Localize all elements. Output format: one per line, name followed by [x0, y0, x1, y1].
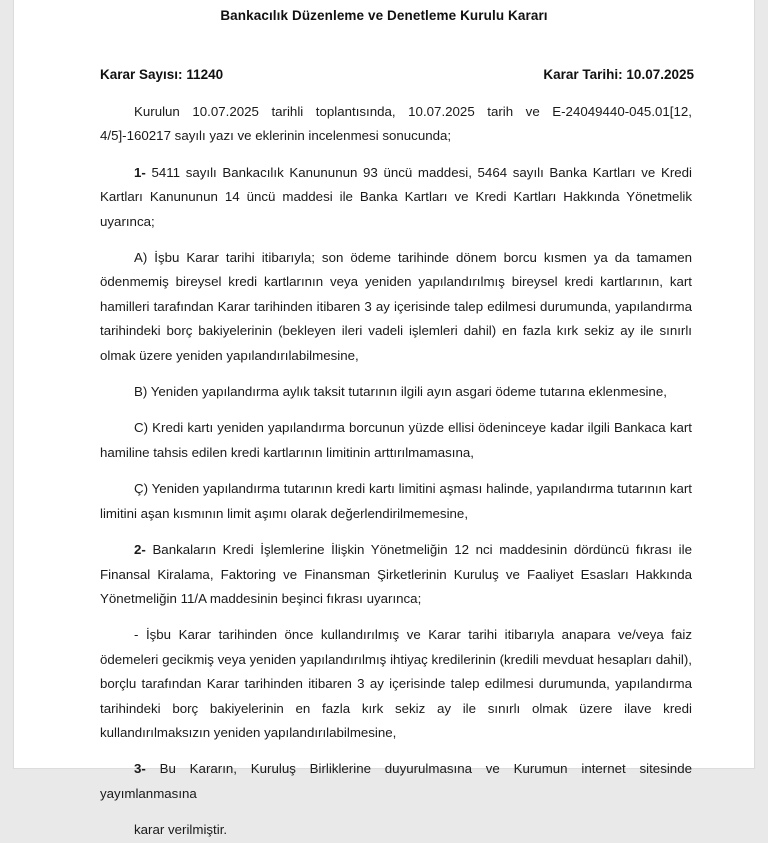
- paragraph-lead: 3-: [134, 761, 160, 777]
- paragraph-text: - İşbu Karar tarihinden önce kullandırılmış ve Karar tarihi itibarıyla anapara ve/veya faiz ödemeleri gecikmiş veya yeniden yapılandırılmış ihtiyaç kredilerinin (kredili mevduat hesapları dahil), borçlu tarafından Karar tarihinden itibaren 3 ay içerisinde talep edilmesi durumunda, yapılandırma tarihindeki borç bakiyelerinin en fazla kırk sekiz ay ile sınırlı olmak üzere ilave kredi kullandırılmaksızın yeniden yapılandırılabilmesine,: [100, 627, 692, 740]
- paragraph: [100, 100, 692, 149]
- paragraph-text: 5411 sayılı Bankacılık Kanununun 93 üncü maddesi, 5464 sayılı Banka Kartları ve Kredi Kartları Kanununun 14 üncü maddesi ile Banka Kartları ve Kredi Kartları Hakkında Yönetmelik uyarınca;: [100, 164, 692, 229]
- decision-date-value: 10.07.2025: [626, 67, 694, 82]
- decision-date-label: Karar Tarihi:: [543, 67, 623, 82]
- decision-meta: [100, 67, 694, 82]
- page-title: Bankacılık Düzenleme ve Denetleme Kurulu Kararı: [220, 8, 548, 23]
- paragraph-lead: 2-: [134, 542, 153, 558]
- paragraph-text: Bu Kararın, Kuruluş Birliklerine duyurulmasına ve Kurumun internet sitesinde yayımlanmasına: [100, 761, 692, 801]
- paragraph-text: A) İşbu Karar tarihi itibarıyla; son ödeme tarihinde dönem borcu kısmen ya da tamamen ödenmemiş bireysel kredi kartlarının veya yeniden yapılandırılmış bireysel kredi kartlarının, kart hamilleri tarafından Karar tarihinden itibaren 3 ay içerisinde talep edilmesi durumunda, yapılandırma tarihindeki borç bakiyelerinin (bekleyen ileri vadeli işlemleri dahil) en fazla kırk sekiz ay ile sınırlı olmak üzere yeniden yapılandırılabilmesine,: [100, 250, 692, 363]
- paragraph-text: Kurulun 10.07.2025 tarihli toplantısında, 10.07.2025 tarih ve E-24049440-045.01[12, 4/5]-160217 sayılı yazı ve eklerinin incelenmesi sonucunda;: [100, 104, 692, 144]
- decision-number-value: 11240: [186, 67, 224, 82]
- paragraph: [100, 161, 692, 234]
- paragraph: [100, 380, 692, 404]
- decision-number-label: Karar Sayısı:: [100, 67, 183, 82]
- paragraph: [100, 757, 692, 806]
- document-page: [14, 0, 754, 838]
- paragraph-text: B) Yeniden yapılandırma aylık taksit tutarının ilgili ayın asgari ödeme tutarına eklenmesine,: [134, 384, 667, 400]
- paragraph: [100, 623, 692, 745]
- paragraph: [100, 416, 692, 465]
- paragraph-text: Bankaların Kredi İşlemlerine İlişkin Yönetmeliğin 12 nci maddesinin dördüncü fıkrası ile Finansal Kiralama, Faktoring ve Finansman Şirketlerinin Kuruluş ve Faaliyet Esasları Hakkında Yönetmeliğin 11/A maddesinin beşinci fıkrası uyarınca;: [100, 542, 692, 606]
- paragraph: [100, 246, 692, 368]
- decision-date: [543, 67, 694, 82]
- paragraph: [100, 818, 692, 842]
- paragraph-text: Ç) Yeniden yapılandırma tutarının kredi kartı limitini aşması halinde, yapılandırma tutarının kart limitini aşan kısmının limit aşımı olarak değerlendirilmemesine,: [100, 481, 692, 521]
- paragraph-lead: 1-: [134, 164, 152, 180]
- document-body: [100, 100, 692, 843]
- paragraph-text: C) Kredi kartı yeniden yapılandırma borcunun yüzde ellisi ödeninceye kadar ilgili Bankaca kart hamiline tahsis edilen kredi kartlarının limitinin arttırılmamasına,: [100, 420, 692, 460]
- decision-number: [100, 67, 223, 82]
- paragraph: [100, 477, 692, 526]
- paragraph: [100, 538, 692, 611]
- paragraph-text: karar verilmiştir.: [134, 822, 228, 838]
